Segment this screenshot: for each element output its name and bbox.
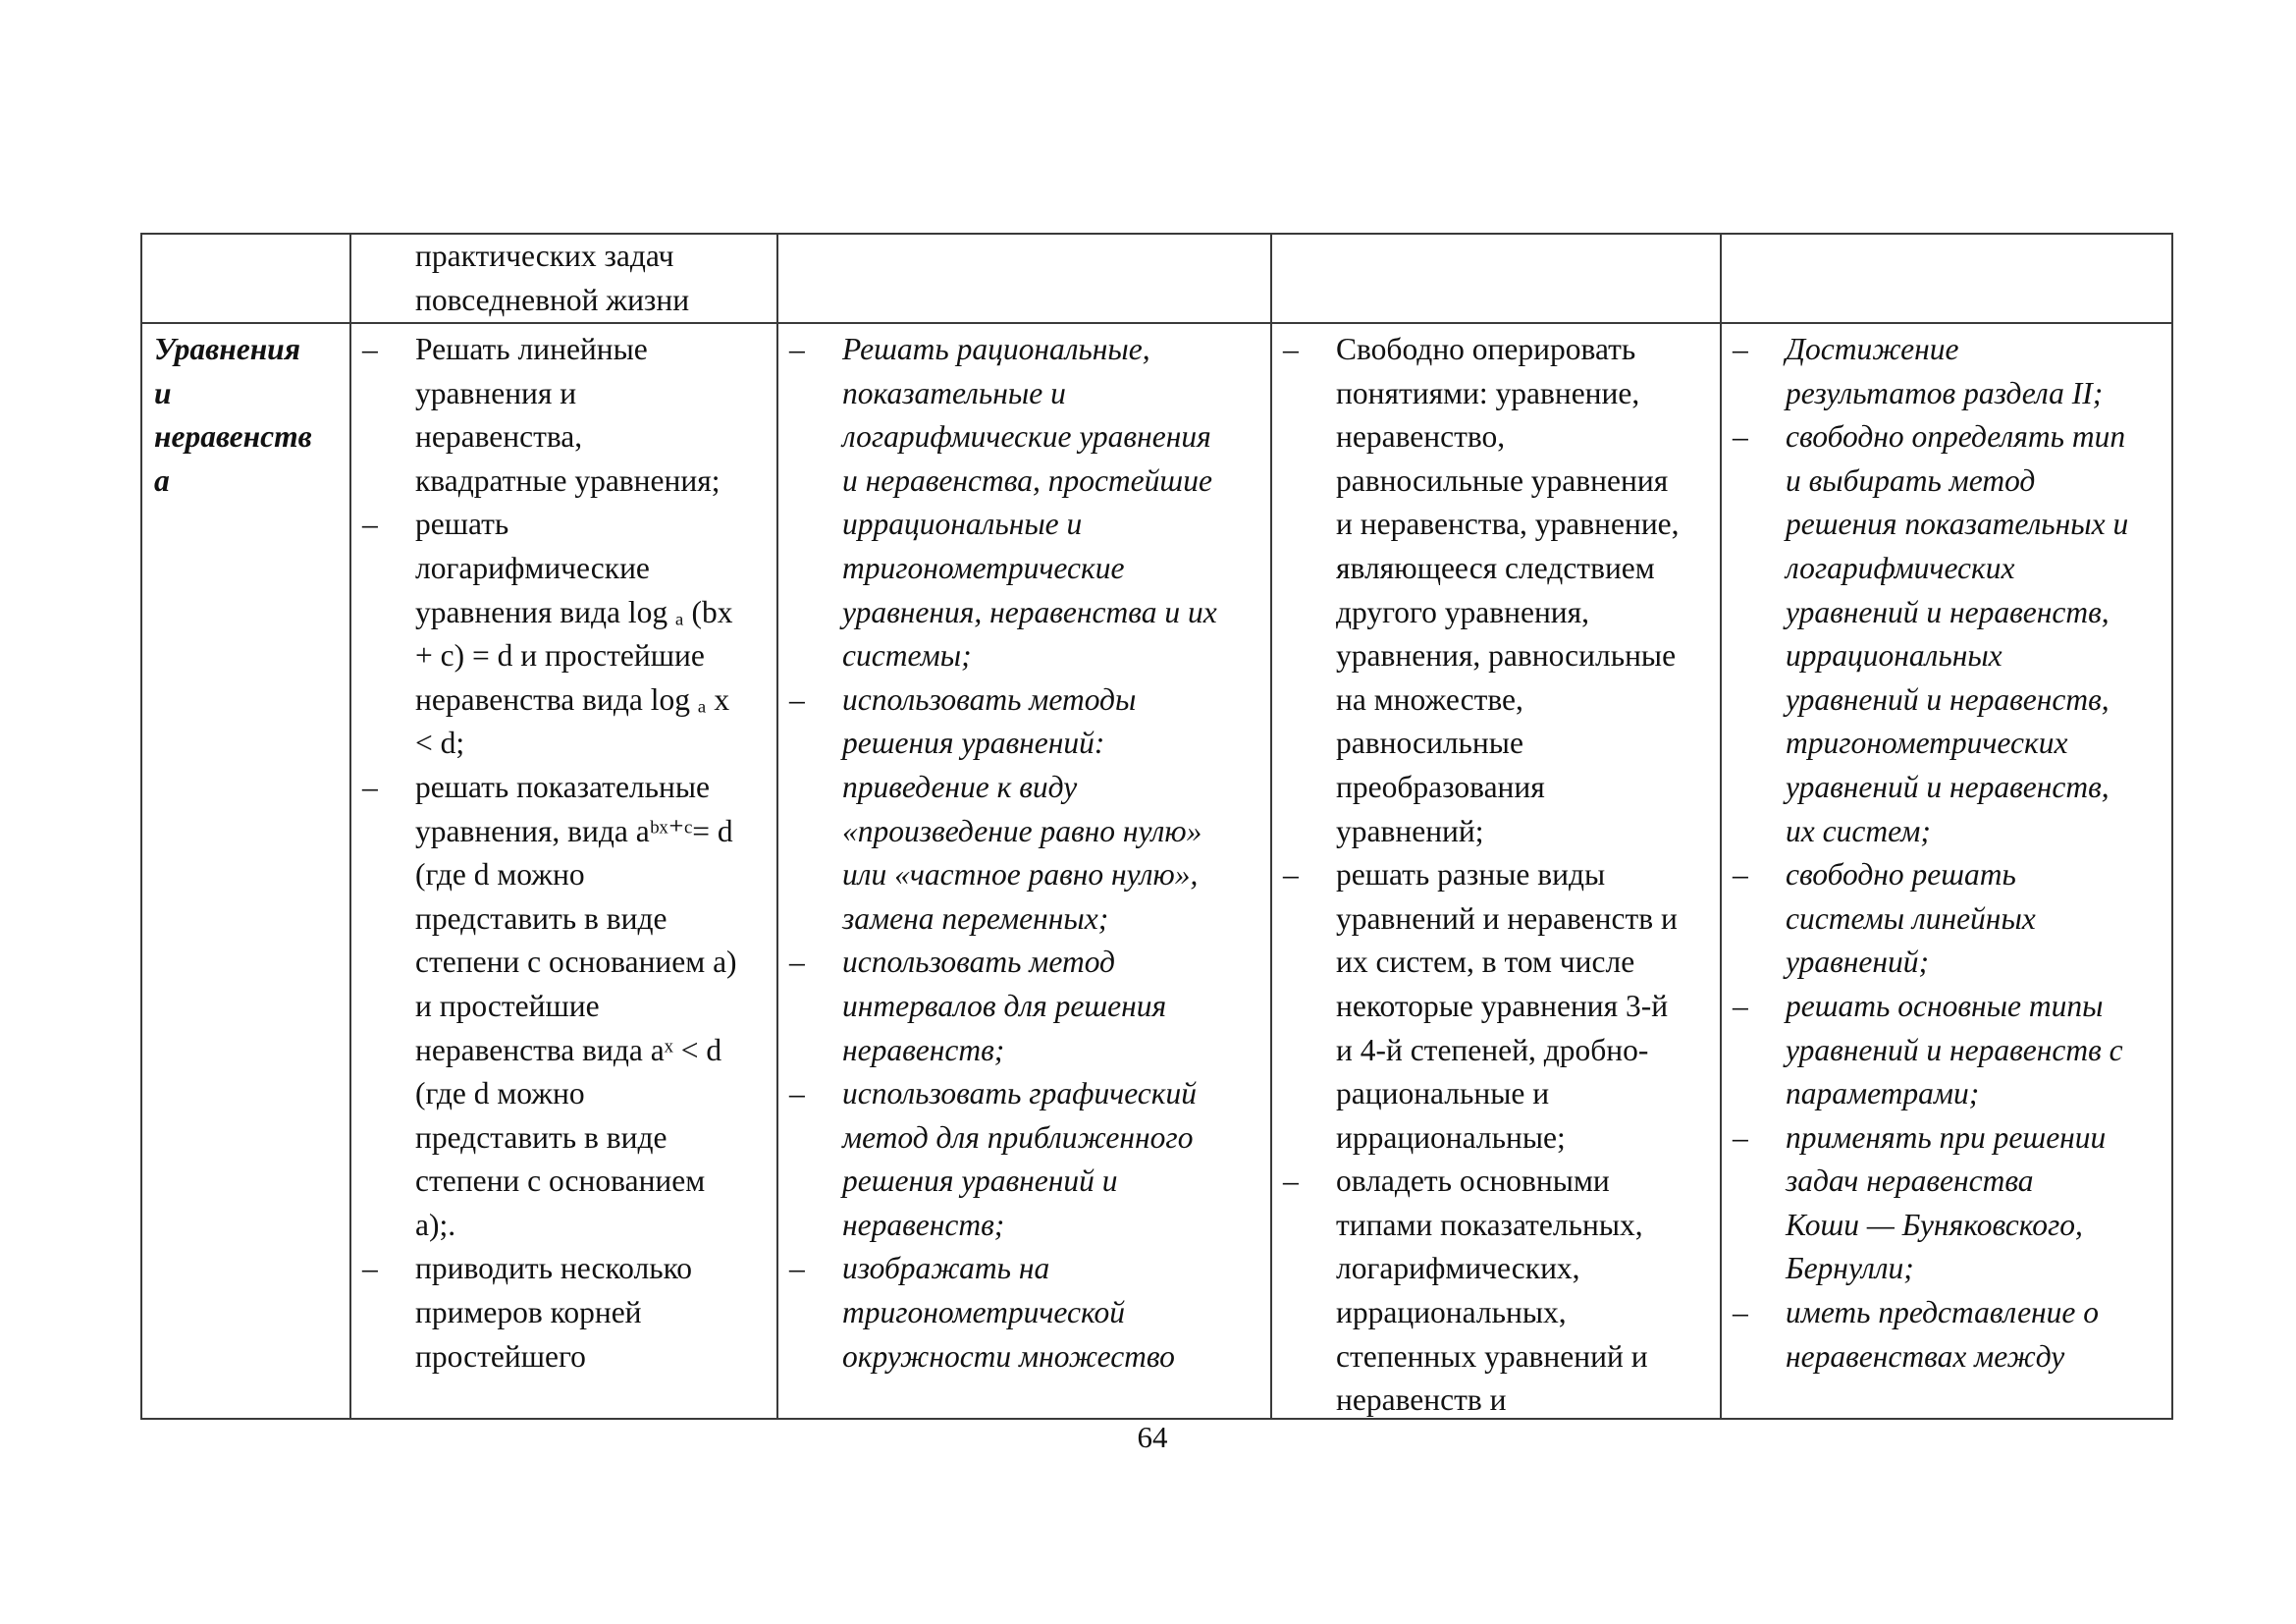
list-item: – Достижение результатов раздела II; bbox=[1721, 328, 2172, 415]
subject-line: а bbox=[154, 462, 170, 498]
advanced-level-cell bbox=[777, 328, 1268, 1379]
text-line: повседневной жизни bbox=[415, 282, 690, 317]
list-item: – овладеть основными типами показательных, логарифмических, иррациональных, степенных уравнений и неравенств и bbox=[1271, 1160, 1718, 1423]
requirements-table bbox=[140, 233, 2173, 1420]
list-item: – Решать линейные уравнения и неравенства, квадратные уравнения; bbox=[350, 328, 773, 503]
list-item: – Свободно оперировать понятиями: уравнение, неравенство, равносильные уравнения и неравенства, уравнение, являющееся следствием другого уравнения, уравнения, равносильные на множестве, равносильные преобразования уравнений; bbox=[1271, 328, 1718, 853]
list-item: – решать показательные уравнения, вида aᵇˣ⁺ᶜ= d (где d можно представить в виде степени с основанием a) и простейшие неравенства вида aˣ < d (где d можно представить в виде степени с основанием a);. bbox=[350, 766, 773, 1248]
in-depth-level-list bbox=[1721, 328, 2172, 1379]
advanced-level-list bbox=[777, 328, 1268, 1379]
list-item: – свободно определять тип и выбирать метод решения показательных и логарифмических уравнений и неравенств, иррациональных уравнений и неравенств, тригонометрических уравнений и неравенств, их систем; bbox=[1721, 415, 2172, 853]
basic-level-cell bbox=[350, 328, 773, 1379]
list-item: – использовать графический метод для приближенного решения уравнений и неравенств; bbox=[777, 1072, 1268, 1247]
row-divider bbox=[142, 322, 2171, 324]
list-item: – свободно решать системы линейных уравнений; bbox=[1721, 853, 2172, 985]
subject-line: Уравнения bbox=[154, 332, 300, 366]
list-item: – решать логарифмические уравнения вида log ₐ (bx + c) = d и простейшие неравенства вида log ₐ x < d; bbox=[350, 503, 773, 766]
list-item: – иметь представление о неравенствах между bbox=[1721, 1291, 2172, 1379]
page-number: 64 bbox=[1137, 1420, 1168, 1454]
deep-level-list bbox=[1271, 328, 1718, 1423]
list-item: – решать разные виды уравнений и неравенств и их систем, в том числе некоторые уравнения 3-й и 4-й степеней, дробно- рациональные и иррациональные; bbox=[1271, 853, 1718, 1160]
subject-cell bbox=[154, 328, 347, 503]
text-line: практических задач bbox=[415, 239, 674, 273]
list-item: – использовать метод интервалов для решения неравенств; bbox=[777, 941, 1268, 1072]
subject-line: неравенств bbox=[154, 419, 312, 455]
continuation-cell bbox=[415, 235, 769, 322]
deep-level-cell bbox=[1271, 328, 1718, 1423]
basic-level-list bbox=[350, 328, 773, 1379]
list-item: – использовать методы решения уравнений: приведение к виду «произведение равно нулю» или «частное равно нулю», замена переменных; bbox=[777, 678, 1268, 942]
list-item: – изображать на тригонометрической окружности множество bbox=[777, 1247, 1268, 1379]
list-item: – применять при решении задач неравенства Коши — Буняковского, Бернулли; bbox=[1721, 1116, 2172, 1291]
list-item: – Решать рациональные, показательные и логарифмические уравнения и неравенства, простейшие иррациональные и тригонометрические уравнения, неравенства и их системы; bbox=[777, 328, 1268, 678]
list-item: – решать основные типы уравнений и неравенств с параметрами; bbox=[1721, 985, 2172, 1116]
subject-line: и bbox=[154, 375, 172, 410]
list-item: – приводить несколько примеров корней простейшего bbox=[350, 1247, 773, 1379]
in-depth-level-cell bbox=[1721, 328, 2172, 1379]
